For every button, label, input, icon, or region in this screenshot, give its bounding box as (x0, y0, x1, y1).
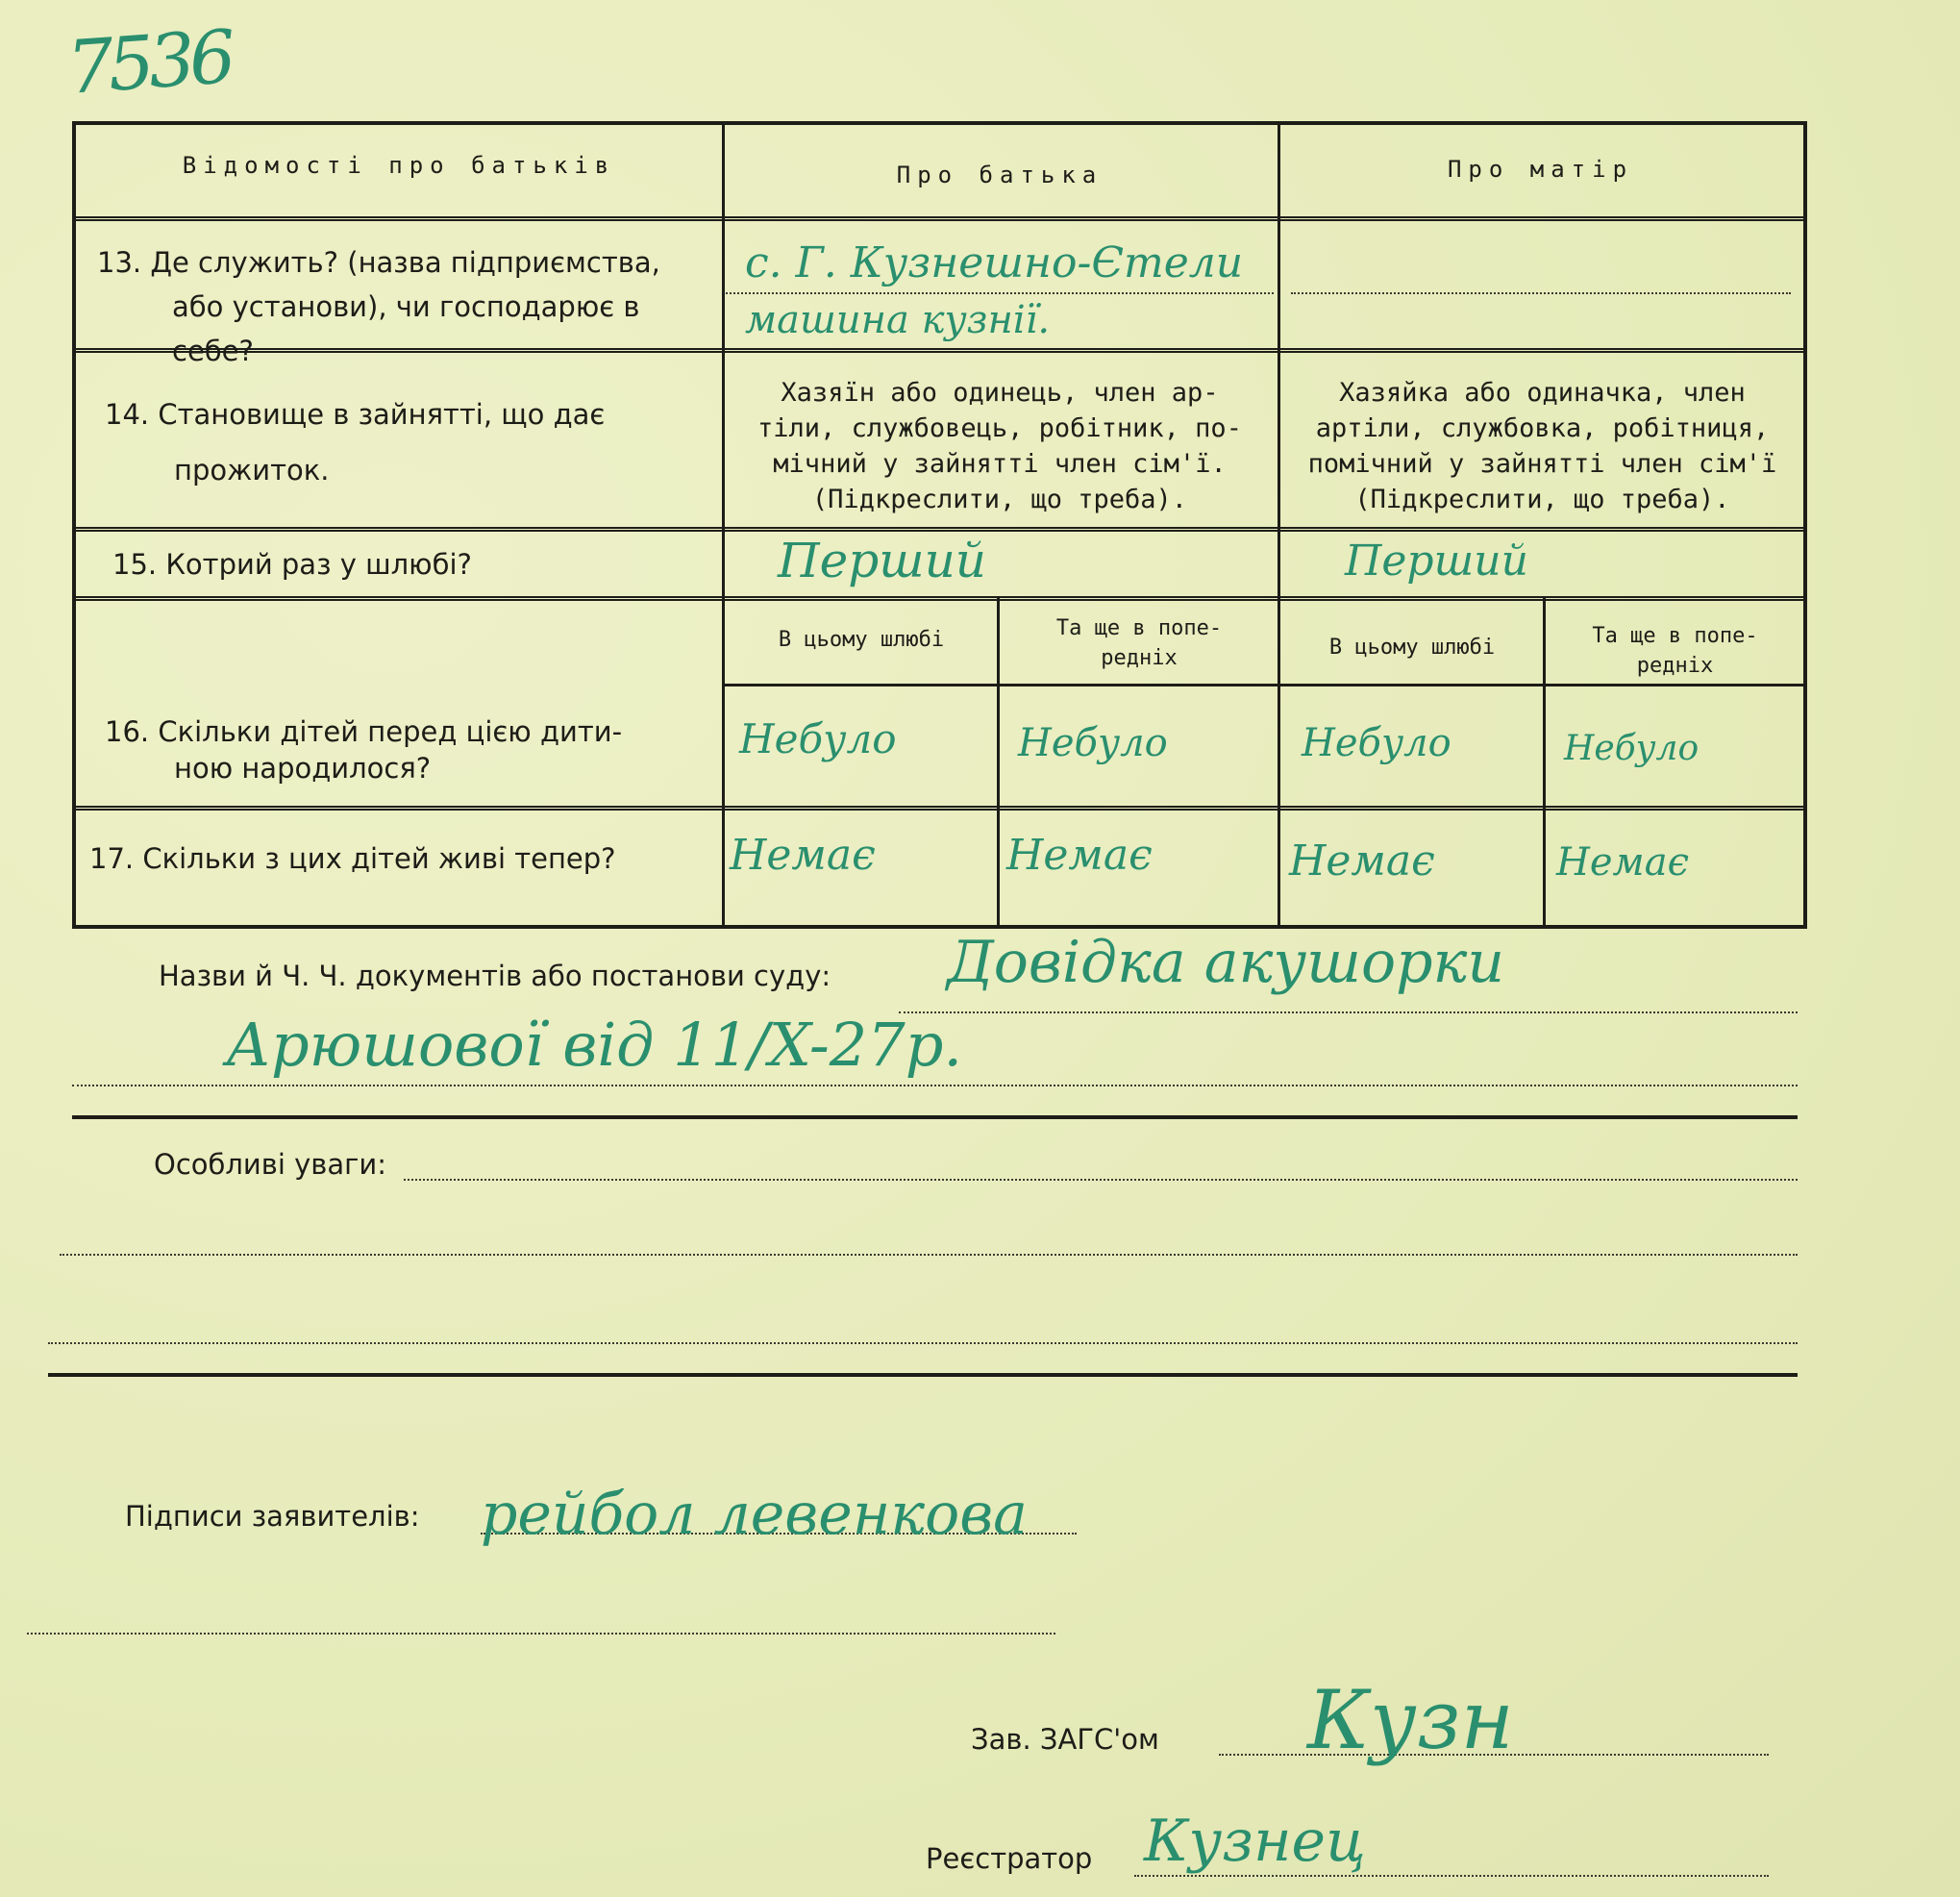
registrar-dotted-line (1134, 1875, 1769, 1877)
q17-mother-this-handwriting: Немає (1289, 836, 1435, 886)
q17-father-this-handwriting: Немає (730, 831, 876, 880)
zags-head-signature: Кузн (1307, 1673, 1514, 1767)
q17-father-prev-handwriting: Немає (1006, 831, 1153, 880)
q16-father-this-marriage-header: В цьому шлюбі (778, 628, 945, 652)
registrar-signature: Кузнец (1144, 1808, 1366, 1875)
documents-handwriting-2: Арюшової від 11/X-27р. (226, 1010, 963, 1080)
remarks-separator (48, 1373, 1798, 1377)
q14-father-options: Хазяїн або одинець, член ар- тіли, службовець, робітник, по- мічний у зайнятті член сім'ї. (Підкреслити, що треба). (757, 378, 1242, 514)
remarks-dotted-line-3 (48, 1342, 1798, 1344)
applicants-signature-label: Підписи заявителів: (125, 1500, 420, 1533)
q14-label: 14. Становище в зайнятті, що дає прожиток. (105, 398, 606, 487)
q16-label: 16. Скільки дітей перед цією дити- ною народилося? (105, 715, 623, 785)
q16-mother-this-handwriting: Небуло (1302, 721, 1451, 765)
q15-label: 15. Котрий раз у шлюбі? (112, 548, 472, 581)
zags-head-label: Зав. ЗАГС'ом (971, 1723, 1159, 1756)
q14-mother-options: Хазяйка або одиначка, член артіли, службовка, робітниця, помічний у зайнятті член сім'ї (Підкреслити, що треба). (1307, 378, 1777, 514)
remarks-dotted-line-1 (404, 1179, 1798, 1181)
header-about-father: Про батька (896, 162, 1104, 188)
q16-mother-prev-handwriting: Небуло (1564, 729, 1699, 768)
q13-father-answer (726, 229, 1274, 344)
applicants-dotted-line-2 (27, 1633, 1055, 1635)
parents-info-table (72, 121, 1807, 929)
documents-dotted-line-2 (72, 1085, 1798, 1086)
documents-handwriting-1: Довідка акушорки (947, 929, 1504, 996)
q15-father-handwriting: Перший (778, 533, 986, 588)
page-number: 7536 (64, 13, 234, 111)
applicants-signature: рейбол левенкова (481, 1481, 1028, 1548)
remarks-label: Особливі уваги: (154, 1148, 387, 1181)
q16-father-previous-header: Та ще в попе- редніх (1055, 616, 1223, 670)
registrar-label: Реєстратор (926, 1842, 1093, 1875)
q13-label: 13. Де служить? (назва підприємства, або установи), чи господарює в себе? (97, 246, 660, 367)
q17-label: 17. Скільки з цих дітей живі тепер? (89, 842, 616, 875)
q16-mother-this-marriage-header: В цьому шлюбі (1328, 636, 1496, 660)
q13-father-handwriting-1: с. Г. Кузнешно-Єтели (745, 238, 1244, 287)
q13-father-handwriting-2: машина кузнії. (745, 298, 1051, 342)
q16-mother-previous-header: Та ще в попе- редніх (1592, 624, 1758, 678)
documents-dotted-line-1 (899, 1011, 1798, 1013)
q16-father-this-handwriting: Небуло (739, 715, 897, 762)
header-about-mother: Про матір (1447, 156, 1634, 183)
remarks-dotted-line-2 (60, 1254, 1798, 1256)
q16-father-prev-handwriting: Небуло (1018, 721, 1168, 765)
q17-mother-prev-handwriting: Немає (1556, 840, 1689, 885)
documents-separator (72, 1115, 1798, 1119)
header-about-parents: Відомості про батьків (182, 152, 616, 179)
documents-label: Назви й Ч. Ч. документів або постанови суду: (159, 960, 831, 992)
q15-mother-handwriting: Перший (1345, 537, 1528, 586)
q13-mother-answer (1281, 229, 1803, 344)
